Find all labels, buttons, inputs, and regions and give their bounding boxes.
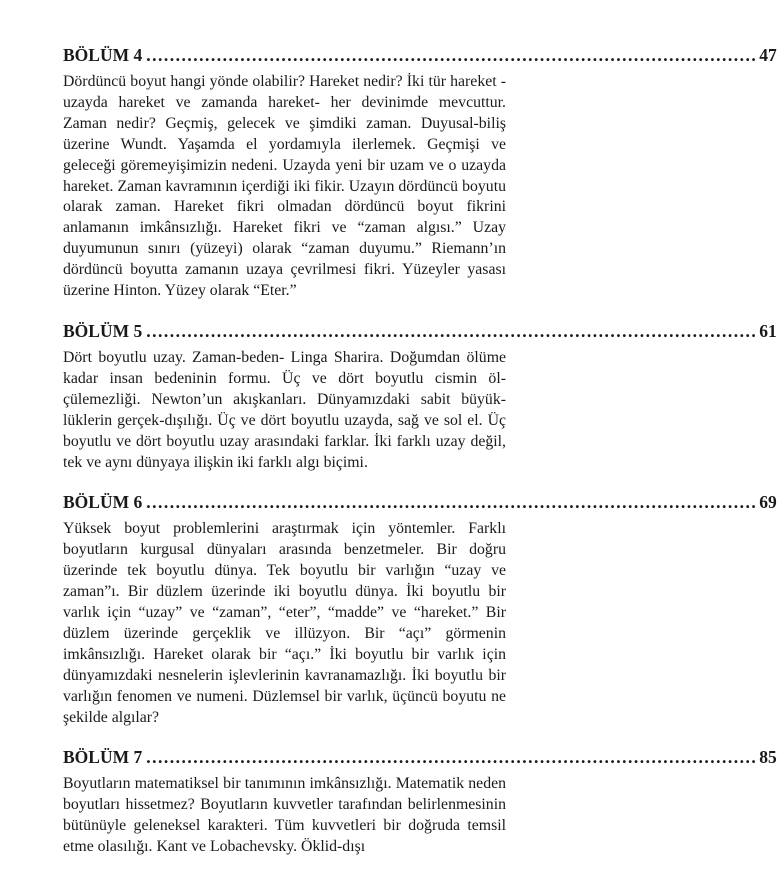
chapter-5-entry — [63, 320, 777, 473]
chapter-5-page-number: 61 — [759, 320, 777, 341]
chapter-7-summary: Boyutların matematiksel bir tanımının imkânsızlığı. Matematik neden boyutları hissetmez? Boyutların kuvvetler tarafından belirlenmesinin bütünüyle geleneksel karakteri. Tüm kuvvetleri bir doğruda temsil etme olasılığı. Kant ve Lobachevsky. Öklid-dışı — [63, 775, 506, 856]
chapter-7-heading — [63, 746, 777, 768]
chapter-7-page-number: 85 — [759, 747, 777, 768]
chapter-7-title: BÖLÜM 7 — [63, 747, 143, 768]
chapter-5-heading — [63, 320, 777, 342]
chapter-6-title: BÖLÜM 6 — [63, 492, 143, 513]
table-of-contents-page — [63, 44, 777, 858]
dot-leader: ........................................................................................................ — [146, 492, 758, 513]
chapter-5-title: BÖLÜM 5 — [63, 320, 143, 341]
chapter-6-page-number: 69 — [759, 492, 777, 513]
chapter-4-heading — [63, 44, 777, 66]
dot-leader: ........................................................................................................ — [146, 45, 758, 65]
chapter-7-entry — [63, 746, 777, 858]
chapter-4-page-number: 47 — [759, 45, 777, 65]
dot-leader: ........................................................................................................ — [146, 320, 758, 341]
chapter-5-summary: Dört boyutlu uzay. Zaman-beden- Linga Sharira. Doğumdan ölüme kadar insan bedeninin formu. Üç ve dört boyutlu cismin ölçülemezliği. Newton’un akışkanları. Dünyamızdaki sabit büyüklüklerin gerçek-dışılığı. Üç ve dört boyutlu uzayda, sağ ve sol el. Üç boyutlu ve dört boyutlu uzay arasındaki farklar. İki farklı uzay değil, tek ve aynı dünyaya ilişkin iki farklı algı biçimi. — [63, 348, 506, 471]
chapter-6-summary: Yüksek boyut problemlerini araştırmak için yöntemler. Farklı boyutların kurgusal dünyaları arasında benzetmeler. Bir doğru üzerinde tek boyutlu dünya. Tek boyutlu bir varlığın “uzay ve zaman”ı. Bir düzlem üzerinde iki boyutlu dünya. İki boyutlu bir varlık için “uzay” ve “zaman”, “eter”, “madde” ve “hareket.” Bir düzlem üzerinde gerçeklik ve illüzyon. Bir “açı” görmenin imkânsızlığı. Hareket olarak bir “açı.” İki boyutlu bir varlık için dünyamızdaki nesnelerin işlevlerinin kavranamazlığı. İki boyutlu bir varlığın fenomen ve numeni. Düzlemsel bir varlık, üçüncü boyutu ne şekilde algılar? — [63, 520, 506, 726]
chapter-6-heading — [63, 491, 777, 513]
chapter-4-entry — [63, 44, 777, 302]
dot-leader: ........................................................................................................ — [146, 747, 758, 768]
chapter-6-entry — [63, 491, 777, 728]
chapter-4-summary: Dördüncü boyut hangi yönde olabilir? Hareket nedir? İki tür hareket -uzayda hareket ve zamanda hareket- her devinimde mevcuttur. Zaman nedir? Geçmiş, gelecek ve şimdiki zaman. Duyusal-biliş üzerine Wundt. Yaşamda el yordamıyla ilerlemek. Geçmişi ve geleceği göremeyişimizin nedeni. Uzayda yeni bir uzam ve o uzayda hareket. Zaman kavramının içerdiği iki fikir. Uzayın dördüncü boyutu olarak zaman. Hareket fikri olmadan dördüncü boyut fikrini anlamanın imkânsızlığı. Hareket fikri ve “zaman algısı.” Uzay duyumunun sınırı (yüzeyi) olarak “zaman duyumu.” Riemann’ın dördüncü boyutta zamanın uzaya çevrilmesi fikri. Yüzeyler yasası üzerine Hinton. Yüzey olarak “Eter.” — [63, 73, 506, 300]
chapter-4-title: BÖLÜM 4 — [63, 45, 143, 65]
